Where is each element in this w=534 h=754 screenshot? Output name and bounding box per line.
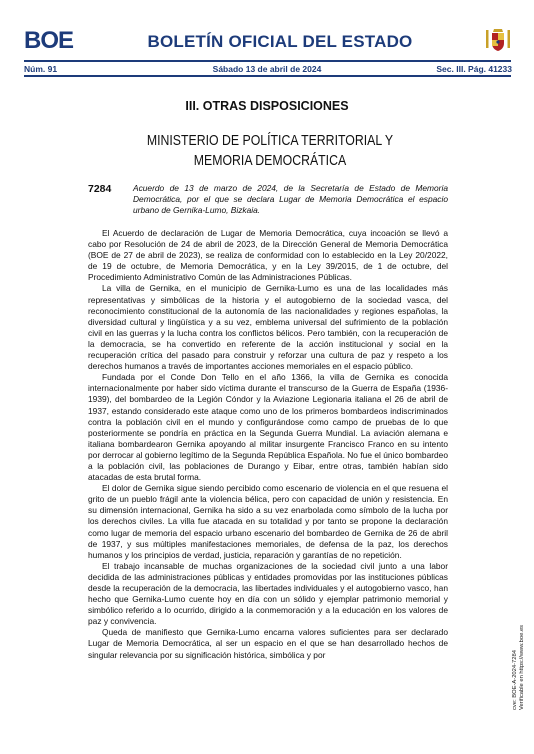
paragraph: El dolor de Gernika sigue siendo percibido como escenario de violencia en el que resuena el grito de un pueblo frágil ante la violencia bélica, pero con capacidad de unión y resistencia. En su dimensión internacional, Gernika ha sido a su vez enarbolada como símbolo de la lucha por los derechos civiles. La villa fue atacada en su totalidad y por tanto se propone la declaración como lugar de memoria del espacio urbano escenario del bombardeo de Gernika de 26 de abril de 1937, y sus múltiples manifestaciones memoriales, de defensa de la paz, los derechos humanos y los principios de verdad, justicia, reparación y garantías de no repetición.: [88, 483, 448, 560]
paragraph: El trabajo incansable de muchas organizaciones de la sociedad civil junto a una labor decidida de las administraciones públicas y entidades promovidas por las instituciones públicas desde la recuperación de la democracia, las libertades individuales y el autogobierno vasco, han hecho que Gernika-Lumo cuente hoy en día con un sólido y ejemplar patrimonio memorial y simbólico referido a lo ocurrido, dirigido a la conmemoración y a la educación en los valores de paz y convivencia.: [88, 560, 448, 627]
issue-number: Núm. 91: [24, 64, 58, 74]
act-number: 7284: [88, 183, 112, 195]
act-summary: Acuerdo de 13 de marzo de 2024, de la Secretaría de Estado de Memoria Democrática, por el que se declara Lugar de Memoria Democrática el espacio urbano de Gernika-Lumo, Bizkaia.: [133, 183, 448, 216]
header-rule-bottom: [24, 75, 511, 77]
header-rule: [24, 60, 511, 62]
paragraph: El Acuerdo de declaración de Lugar de Memoria Democrática, cuya incoación se llevó a cabo por Resolución de 24 de abril de 2023, de la Dirección General de Memoria Democrática (BOE de 27 de abril de 2023), se realiza de conformidad con lo establecido en la Ley 20/2022, de 19 de octubre, de Memoria Democrática, y en la Ley 39/2015, de 1 de octubre, del Procedimiento Administrativo Común de las Administraciones Públicas.: [88, 228, 448, 283]
page-title: BOLETÍN OFICIAL DEL ESTADO: [147, 32, 413, 51]
coat-of-arms-icon: [484, 26, 512, 54]
verification-link[interactable]: Verificable en https://www.boe.es: [519, 624, 525, 710]
svg-text:BOE: BOE: [24, 29, 74, 51]
verification-note: [512, 610, 524, 710]
section-title: III. OTRAS DISPOSICIONES: [185, 99, 349, 113]
paragraph: Queda de manifiesto que Gernika-Lumo encarna valores suficientes para ser declarado Lugar de Memoria Democrática, al ser un espacio en el que se han desarrollado hechos de singular relevancia por su significación histórica, simbólica y por: [88, 627, 448, 660]
body-text: [88, 228, 448, 661]
paragraph: Fundada por el Conde Don Tello en el año 1366, la villa de Gernika es conocida internacionalmente por haber sido víctima durante el transcurso de la Guerra de España (1936-1939), del bombardeo de la Legión Cóndor y la Aviazione Legionaria italiana el 26 de abril de 1937, estando considerado este ataque como uno de los primeros bombardeos indiscriminados contra la población civil en el mundo y configurándose como campo de pruebas de lo que posteriormente se pondría en práctica en la Segunda Guerra Mundial. La aviación alemana e italiana bombardearon Gernika apoyando al militar insurgente Francisco Franco en su intento por derrocar al gobierno legítimo de la Segunda República Española. No fue el único bombardeo a la población civil, las poblaciones de Durango y Eibar, entre otras, también habían sido atacadas de esta brutal forma.: [88, 372, 448, 483]
cve-code: cve: BOE-A-2024-7284: [512, 650, 518, 710]
issue-date: Sábado 13 de abril de 2024: [212, 64, 322, 74]
ministry-heading: MINISTERIO DE POLÍTICA TERRITORIAL Y MEMORIA DEMOCRÁTICA: [146, 132, 394, 169]
paragraph: La villa de Gernika, en el municipio de Gernika-Lumo es una de las localidades más representativas y simbólicas de la historia y el autogobierno de la sociedad vasca, del reconocimiento constitucional de la autonomía de las nacionalidades y regiones españolas, la diversidad cultural y lingüística y a su vez, emblema universal del sufrimiento de la población civil en las guerras y la lucha contra los conflictos bélicos. Pero también, con la recuperación de la democracia, se ha convertido en referente de la acción institucional y social en la recuperación crítica del pasado para construir y reforzar una cultura de paz y respeto a los derechos humanos a través de importantes acciones memoriales en el espacio público.: [88, 283, 448, 372]
section-page: Sec. III. Pág. 41233: [436, 64, 512, 74]
boe-logo: [24, 29, 78, 51]
